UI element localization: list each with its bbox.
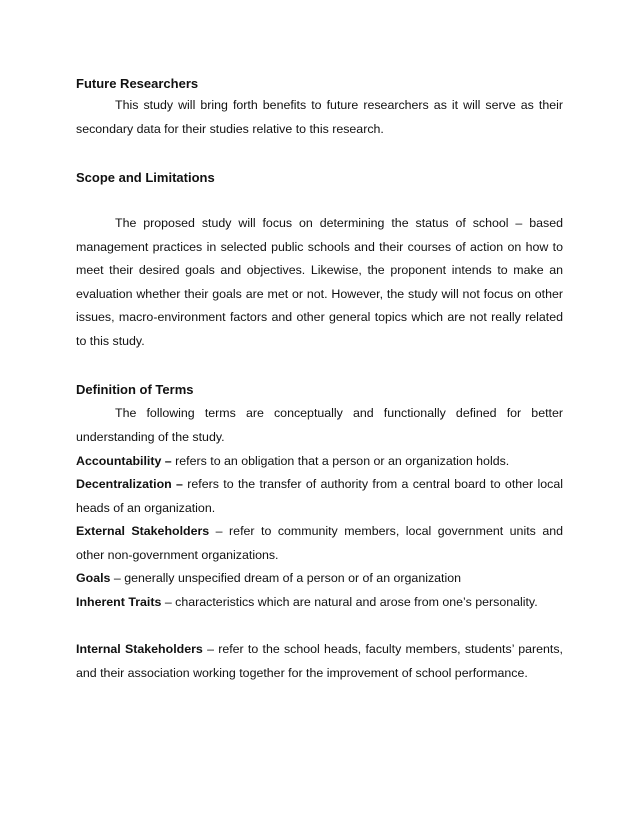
term-label: Accountability – <box>76 454 172 468</box>
term-label: Decentralization – <box>76 477 183 491</box>
definition-inherent-traits <box>76 591 563 615</box>
term-label: External Stakeholders <box>76 524 210 538</box>
document-page <box>76 0 563 826</box>
definitions-intro-paragraph: The following terms are conceptually and functionally defined for better understanding of the study. <box>76 406 563 444</box>
heading-scope-and-limitations: Scope and Limitations <box>76 170 215 185</box>
term-definition: refers to an obligation that a person or an organization holds. <box>171 454 510 468</box>
definition-decentralization <box>76 473 563 520</box>
term-definition: – characteristics which are natural and arose from one’s personality. <box>161 595 538 609</box>
definition-goals <box>76 567 563 591</box>
term-definition: – generally unspecified dream of a person or of an organization <box>110 571 462 585</box>
future-researchers-paragraph: This study will bring forth benefits to future researchers as it will serve as their secondary data for their studies relative to this research. <box>76 98 563 136</box>
term-label: Internal Stakeholders <box>76 642 203 656</box>
scope-paragraph: The proposed study will focus on determining the status of school – based management practices in selected public schools and their courses of action on how to meet their desired goals and objectives. Likewise, the proponent intends to make an evaluation whether their goals are met or not. However, the study will not focus on other issues, macro-environment factors and other general topics which are not really related to this study. <box>76 216 563 348</box>
definition-accountability <box>76 450 563 474</box>
term-definition: – refer to community members, local government units and other non-government organizations. <box>76 524 563 562</box>
heading-definition-of-terms: Definition of Terms <box>76 382 194 397</box>
term-label: Goals <box>76 571 111 585</box>
term-definition: – refer to the school heads, faculty members, students’ parents, and their association working together for the improvement of school performance. <box>76 642 564 680</box>
term-label: Inherent Traits <box>76 595 162 609</box>
definition-external-stakeholders <box>76 520 563 567</box>
definition-internal-stakeholders <box>76 638 563 685</box>
term-definition: refers to the transfer of authority from a central board to other local heads of an organization. <box>76 477 563 515</box>
heading-future-researchers: Future Researchers <box>76 76 199 91</box>
